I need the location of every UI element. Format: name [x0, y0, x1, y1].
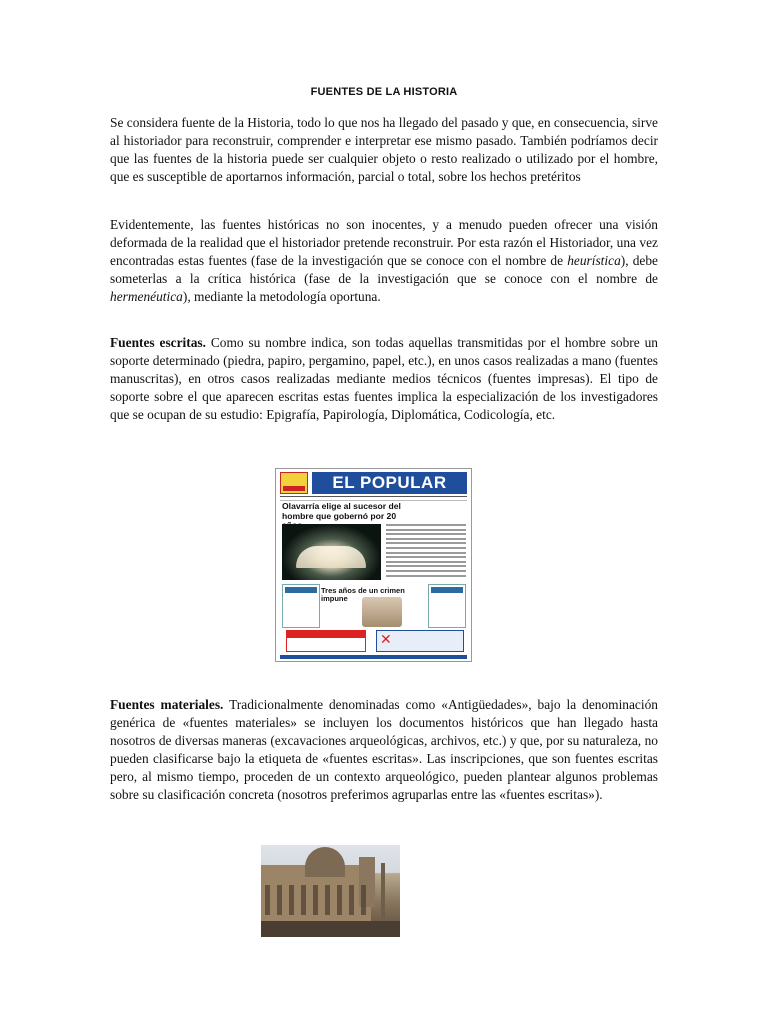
newspaper-masthead: EL POPULAR: [312, 472, 467, 494]
paragraph-critica: [110, 216, 658, 306]
paragraph-fuentes-materiales-text: Tradicionalmente denominadas como «Antigüedades», bajo la denominación genérica de «fuentes materiales» se incluyen los documentos históricos que han llegado hasta nosotros de diversas maneras (excavaciones arqueológicas, archivos, etc.) y que, por su naturaleza, no pueden clasificarse bajo la etiqueta de «fuentes escritas». Las inscripciones, que son fuentes escritas pero, al mismo tiempo, proceden de un contexto arqueológico, pueden plantear algunos problemas sobre su clasificación concreta (nosotros preferimos agruparlas entre las «fuentes escritas»).: [110, 697, 658, 802]
newspaper-header: [280, 472, 467, 494]
document-title: FUENTES DE LA HISTORIA: [310, 86, 458, 98]
newspaper-side-box-right: [428, 584, 466, 628]
newspaper-footer: [280, 655, 467, 659]
newspaper-image: [275, 468, 472, 662]
paragraph-critica-part2: ), debe someterlas a la crítica histórica (fase de la investigación que se conoce con el nombre de: [110, 253, 658, 286]
paragraph-intro-text: Se considera fuente de la Historia, todo lo que nos ha llegado del pasado y que, en consecuencia, sirve al historiador para reconstruir, comprender e interpretar ese mismo pasado. También podríamos decir que las fuentes de la historia puede ser cualquier objeto o resto realizado o utilizado por el hombre, que es susceptible de aportarnos información, parcial o total, sobre los hechos pretéritos: [110, 115, 658, 184]
paragraph-fuentes-materiales: [110, 696, 658, 804]
paragraph-critica-part1: Evidentemente, las fuentes históricas no son inocentes, y a menudo pueden ofrecer una visión deformada de la realidad que el historiador pretende reconstruir. Por esta razón el Historiador, una vez encontradas estas fuentes (fase de la investigación que se conoce con el nombre de: [110, 217, 658, 268]
paragraph-fuentes-escritas: [110, 334, 658, 424]
newspaper-logo-icon: [280, 472, 308, 494]
heading-fuentes-escritas: Fuentes escritas.: [110, 335, 206, 350]
newspaper-column-text: [386, 524, 466, 580]
building-windows: [265, 885, 367, 915]
building-dome: [305, 847, 345, 877]
plaza-ground: [261, 921, 400, 937]
paragraph-critica-part3: ), mediante la metodología oportuna.: [182, 289, 381, 304]
newspaper-photo: [282, 524, 381, 580]
heading-fuentes-materiales: Fuentes materiales.: [110, 697, 224, 712]
newspaper-portrait: [362, 597, 402, 627]
paragraph-fuentes-escritas-text: Como su nombre indica, son todas aquellas transmitidas por el hombre sobre un soporte determinado (piedra, papiro, pergamino, papel, etc.), en unos casos realizadas a mano (fuentes manuscritas), en otros casos realizadas mediante medios técnicos (fuentes impresas). El tipo de soporte sobre el que aparecen escritas estas fuentes implica la especialización de los investigadores que se ocupan de su estudio: Epigrafía, Papirología, Diplomática, Codicología, etc.: [110, 335, 658, 422]
term-heuristica: heurística: [567, 253, 621, 268]
newspaper-ad-right: [376, 630, 464, 652]
newspaper-side-box-left: [282, 584, 320, 628]
newspaper-headline: Olavarría elige al sucesor del hombre que gobernó por 20: [282, 501, 401, 521]
newspaper-subhead: Tres años de un crimen impune: [321, 586, 405, 603]
term-hermeneutica: hermenéutica: [110, 289, 183, 304]
paragraph-intro: [110, 114, 658, 186]
newspaper-ad-left: [286, 630, 366, 652]
building-photo: [261, 845, 400, 937]
